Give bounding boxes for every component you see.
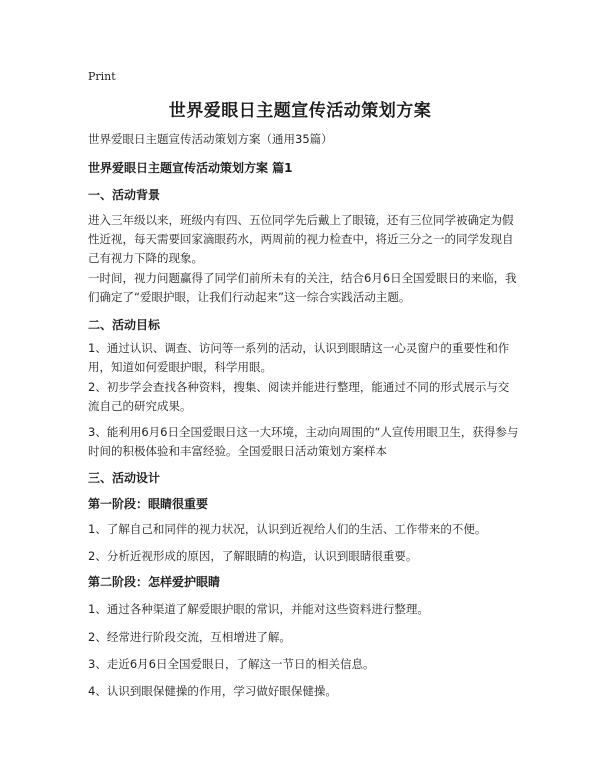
paragraph-background-1: 进入三年级以来，班级内有四、五位同学先后戴上了眼镜，还有三位同学被确定为假性近视，每天需要回家滴眼药水，两周前的视力检查中，将近三分之一的同学发现自己有视力下降的现象。	[88, 213, 514, 265]
paragraph-goal-3: 3、能利用6月6日全国爱眼日这一大环境，主动向周围的“人宣传用眼卫生，获得参与时间的积极体验和丰富经验。全国爱眼日活动策划方案样本	[88, 425, 519, 458]
section-title: 世界爱眼日主题宣传活动策划方案 篇1	[88, 161, 293, 175]
paragraph-stage1-item-2: 2、分析近视形成的原因，了解眼睛的构造，认识到眼睛很重要。	[88, 549, 418, 563]
paragraph-background-2: 一时间，视力问题赢得了同学们前所未有的关注，结合6月6日全国爱眼日的来临，我们确定了“爱眼护眼，让我们行动起来”这一综合实践活动主题。	[88, 271, 517, 304]
document-subtitle: 世界爱眼日主题宣传活动策划方案（通用35篇）	[88, 132, 333, 146]
heading-background: 一、活动背景	[88, 188, 161, 202]
heading-stage-2: 第二阶段：怎样爱护眼睛	[88, 575, 221, 589]
document-title: 世界爱眼日主题宣传活动策划方案	[168, 101, 432, 121]
heading-goals: 二、活动目标	[88, 318, 161, 332]
paragraph-stage2-item-4: 4、认识到眼保健操的作用，学习做好眼保健操。	[88, 684, 337, 698]
paragraph-stage2-item-1: 1、通过各种渠道了解爱眼护眼的常识，并能对这些资料进行整理。	[88, 602, 429, 616]
print-label: Print	[88, 70, 116, 83]
paragraph-goal-2: 2、初步学会查找各种资料，搜集、阅读并能进行整理，能通过不同的形式展示与交流自己的研究成果。	[88, 380, 510, 413]
paragraph-stage2-item-2: 2、经常进行阶段交流，互相增进了解。	[88, 630, 291, 644]
paragraph-stage1-item-1: 1、了解自己和同伴的视力状况，认识到近视给人们的生活、工作带来的不便。	[88, 522, 487, 536]
heading-stage-1: 第一阶段：眼睛很重要	[88, 497, 209, 511]
paragraph-goal-1: 1、通过认识、调查、访问等一系列的活动，认识到眼睛这一心灵窗户的重要性和作用，知道如何爱眼护眼，科学用眼。	[88, 341, 510, 374]
heading-design: 三、活动设计	[88, 471, 161, 485]
paragraph-stage2-item-3: 3、走近6月6日全国爱眼日，了解这一节日的相关信息。	[88, 657, 375, 671]
